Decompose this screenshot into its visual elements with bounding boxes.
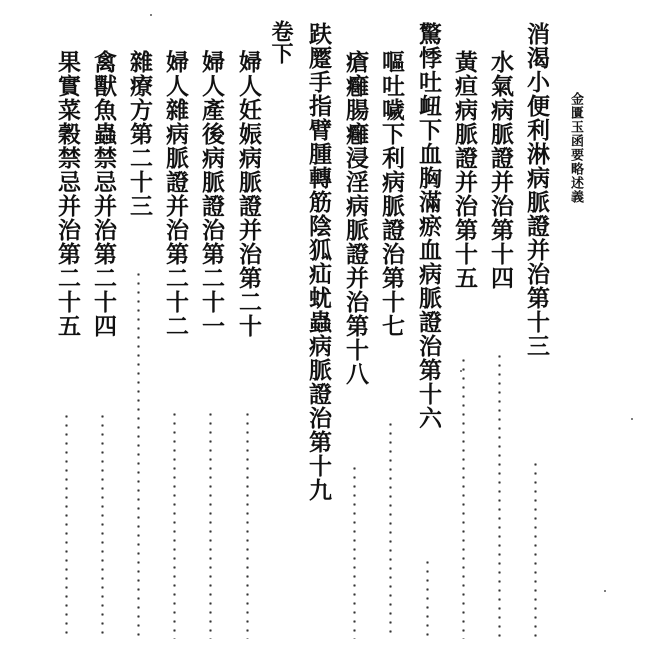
- dot-leader: [353, 464, 356, 639]
- scan-speck: [604, 590, 606, 592]
- volume-label: 卷下: [268, 20, 294, 64]
- toc-entry-title: 消渴小便利淋病脈證并治第十三: [523, 22, 550, 358]
- toc-entry: [88, 0, 118, 645]
- toc-entry: [413, 0, 443, 645]
- toc-entry: [303, 0, 333, 645]
- toc-entry: [521, 0, 551, 645]
- toc-entry-title: 黃疸病脈證并治第十五: [451, 50, 478, 290]
- scan-speck: [150, 14, 152, 16]
- dot-leader: [426, 558, 429, 639]
- dot-leader: [246, 410, 249, 639]
- dot-leader: [209, 410, 212, 639]
- toc-entry-title: 雜療方第二十三: [126, 50, 153, 218]
- toc-entry-title: 婦人妊娠病脈證并治第二十: [235, 50, 262, 338]
- toc-entry: [52, 0, 82, 645]
- toc-entry: [340, 0, 370, 645]
- toc-entry-title: 瘡癰腸癰浸淫病脈證并治第十八: [342, 50, 369, 386]
- toc-entry-title: 婦人雜病脈證并治第二十二: [162, 50, 189, 338]
- scan-speck: [460, 370, 462, 372]
- dot-leader: [389, 420, 392, 639]
- toc-entry: [449, 0, 479, 645]
- scan-speck: [631, 418, 633, 420]
- toc-entry-title: 水氣病脈證并治第十四: [487, 50, 514, 290]
- toc-entry: [160, 0, 190, 645]
- toc-entry-title: 果實菜穀禁忌并治第二十五: [54, 50, 81, 338]
- toc-entry: [196, 0, 226, 645]
- dot-leader: [101, 412, 104, 639]
- running-header: 金匱玉函要略述義: [568, 92, 583, 204]
- dot-leader: [534, 460, 537, 639]
- toc-entry: [124, 0, 154, 645]
- toc-entry: [485, 0, 515, 645]
- toc-entry-title: 禽獸魚蟲禁忌并治第二十四: [90, 50, 117, 338]
- toc-entry-title: 嘔吐噦下利病脈證治第十七: [378, 50, 405, 338]
- dot-leader: [137, 270, 140, 639]
- toc-entry-title: 趺蹷手指臂腫轉筋陰狐疝蚘蟲病脈證治第十九: [305, 22, 332, 502]
- dot-leader: [498, 352, 501, 639]
- toc-entry-title: 婦人產後病脈證治第二十一: [198, 50, 225, 338]
- dot-leader: [65, 412, 68, 639]
- dot-leader: [173, 410, 176, 639]
- toc-entry: [376, 0, 406, 645]
- toc-entry: [233, 0, 263, 645]
- toc-entry-title: 驚悸吐衄下血胸滿瘀血病脈證治第十六: [415, 22, 442, 430]
- dot-leader: [462, 356, 465, 639]
